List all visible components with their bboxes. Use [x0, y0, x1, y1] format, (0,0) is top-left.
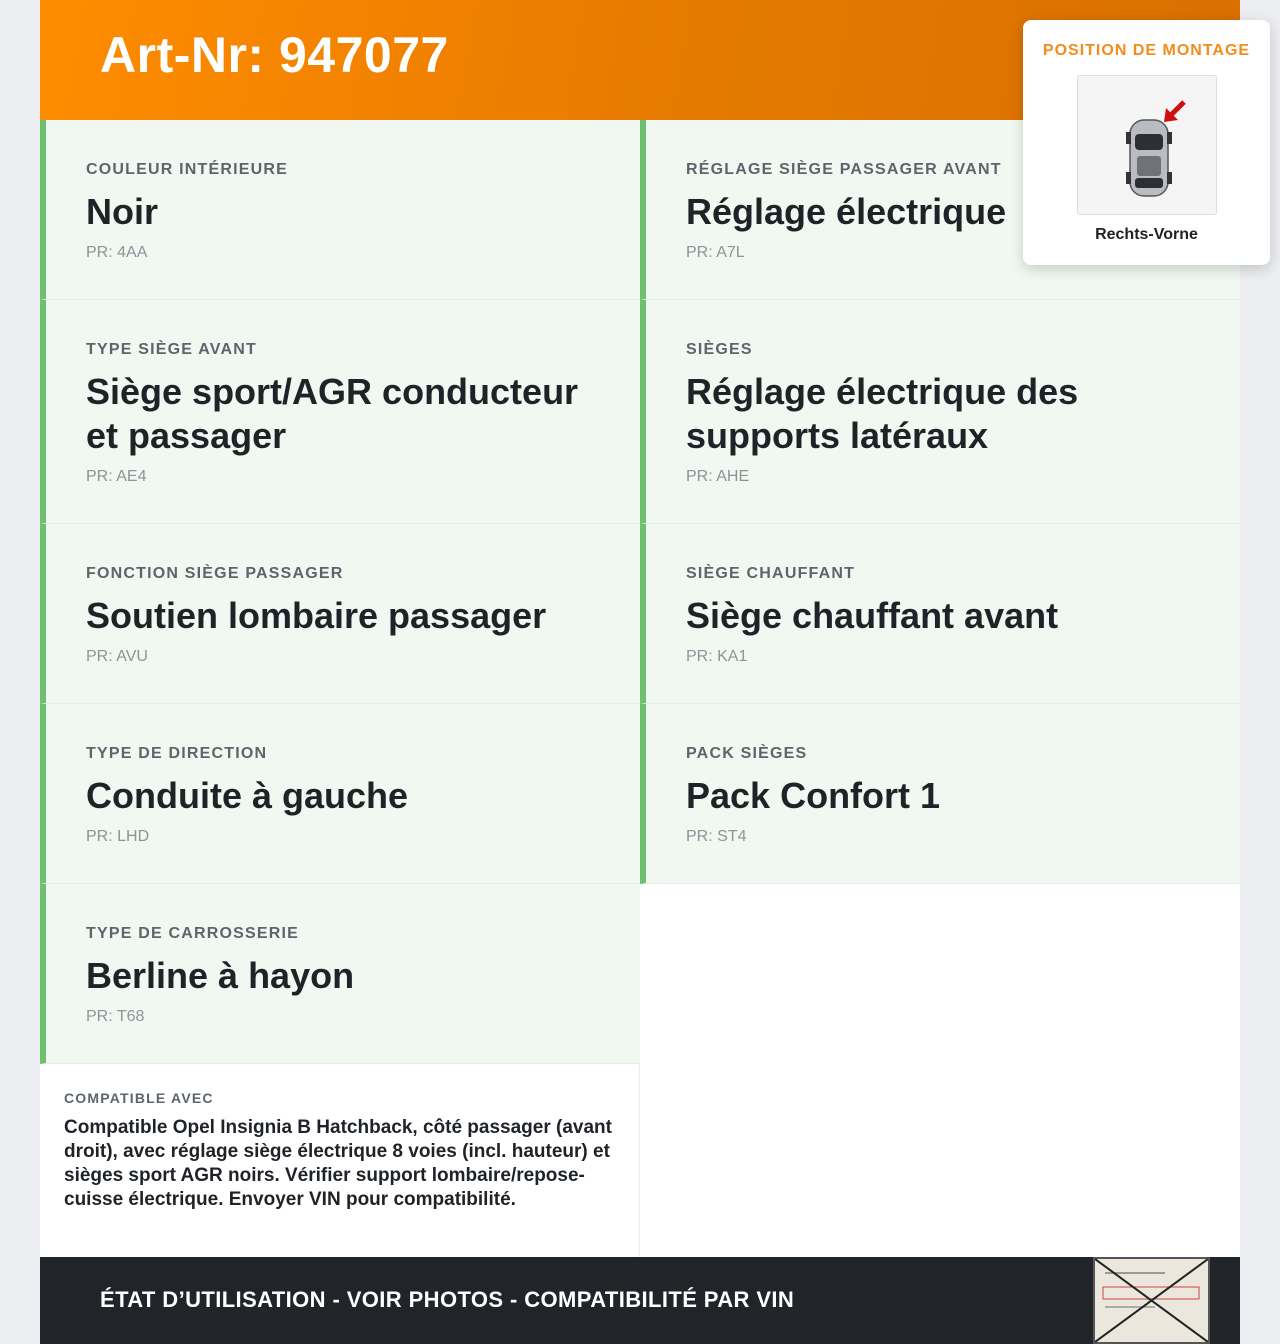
attribute-pr-code: PR: AHE [686, 468, 750, 485]
attribute-value: Siège sport/AGR conducteur et passager [86, 371, 579, 456]
attribute-pr-code: PR: LHD [86, 828, 150, 845]
attribute-value: Pack Confort 1 [686, 775, 941, 816]
attribute-cell-seat-pack [640, 704, 1240, 884]
attribute-label: TYPE SIÈGE AVANT [86, 341, 257, 358]
footer-notice: ÉTAT D’UTILISATION - VOIR PHOTOS - COMPATIBILITÉ PAR VIN [100, 1287, 795, 1312]
attribute-value: Réglage électrique des supports latéraux [686, 371, 1079, 456]
mount-position-caption: Rechts-Vorne [1095, 226, 1198, 243]
attribute-label: FONCTION SIÈGE PASSAGER [86, 565, 344, 582]
attribute-value: Soutien lombaire passager [86, 595, 547, 636]
attribute-label: PACK SIÈGES [686, 745, 808, 762]
attribute-pr-code: PR: A7L [686, 244, 745, 261]
attribute-cell-passenger-seat-function [40, 524, 640, 704]
mount-position-title: POSITION DE MONTAGE [1042, 42, 1251, 59]
attribute-label: RÉGLAGE SIÈGE PASSAGER AVANT [686, 161, 1002, 178]
attribute-cell-seats [640, 300, 1240, 524]
attribute-pr-code: PR: ST4 [686, 828, 747, 845]
attribute-cell-steering-type [40, 704, 640, 884]
vin-label-icon [1093, 1257, 1210, 1344]
attribute-value: Noir [86, 191, 158, 232]
mount-position-card [1023, 20, 1270, 265]
datasheet-page [40, 0, 1251, 1344]
attribute-pr-code: PR: 4AA [86, 244, 148, 261]
attribute-cell-heated-seat [640, 524, 1240, 704]
footer-bar [40, 1257, 1240, 1344]
attribute-value: Réglage électrique [686, 191, 1007, 232]
red-arrow-icon [1164, 102, 1184, 122]
article-number-title: Art-Nr: 947077 [100, 27, 449, 83]
attribute-label: SIÈGES [686, 341, 753, 358]
attribute-pr-code: PR: KA1 [686, 648, 748, 665]
attribute-label: SIÈGE CHAUFFANT [686, 565, 856, 582]
attribute-pr-code: PR: AVU [86, 648, 148, 665]
attribute-label: TYPE DE CARROSSERIE [86, 925, 300, 942]
compatibility-label: COMPATIBLE AVEC [64, 1090, 214, 1106]
attribute-value: Conduite à gauche [86, 775, 409, 816]
attribute-pr-code: PR: AE4 [86, 468, 147, 485]
attribute-label: TYPE DE DIRECTION [86, 745, 268, 762]
attribute-cell-front-seat-type [40, 300, 640, 524]
compatibility-section [40, 1064, 640, 1257]
attribute-value: Berline à hayon [86, 955, 355, 996]
attribute-label: COULEUR INTÉRIEURE [86, 161, 289, 178]
attribute-pr-code: PR: T68 [86, 1008, 145, 1025]
compatibility-text: Compatible Opel Insignia B Hatchback, côté passager (avant droit), avec réglage siège électrique 8 voies (incl. hauteur) et sièges sport AGR noirs. Vérifier support lombaire/repose-cuisse électrique. Envoyer VIN pour compatibilité. [64, 1117, 612, 1210]
car-top-view-icon [1077, 75, 1217, 215]
attribute-value: Siège chauffant avant [686, 595, 1059, 636]
attribute-cell-body-type [40, 884, 640, 1064]
attribute-cell-interior-color [40, 120, 640, 300]
